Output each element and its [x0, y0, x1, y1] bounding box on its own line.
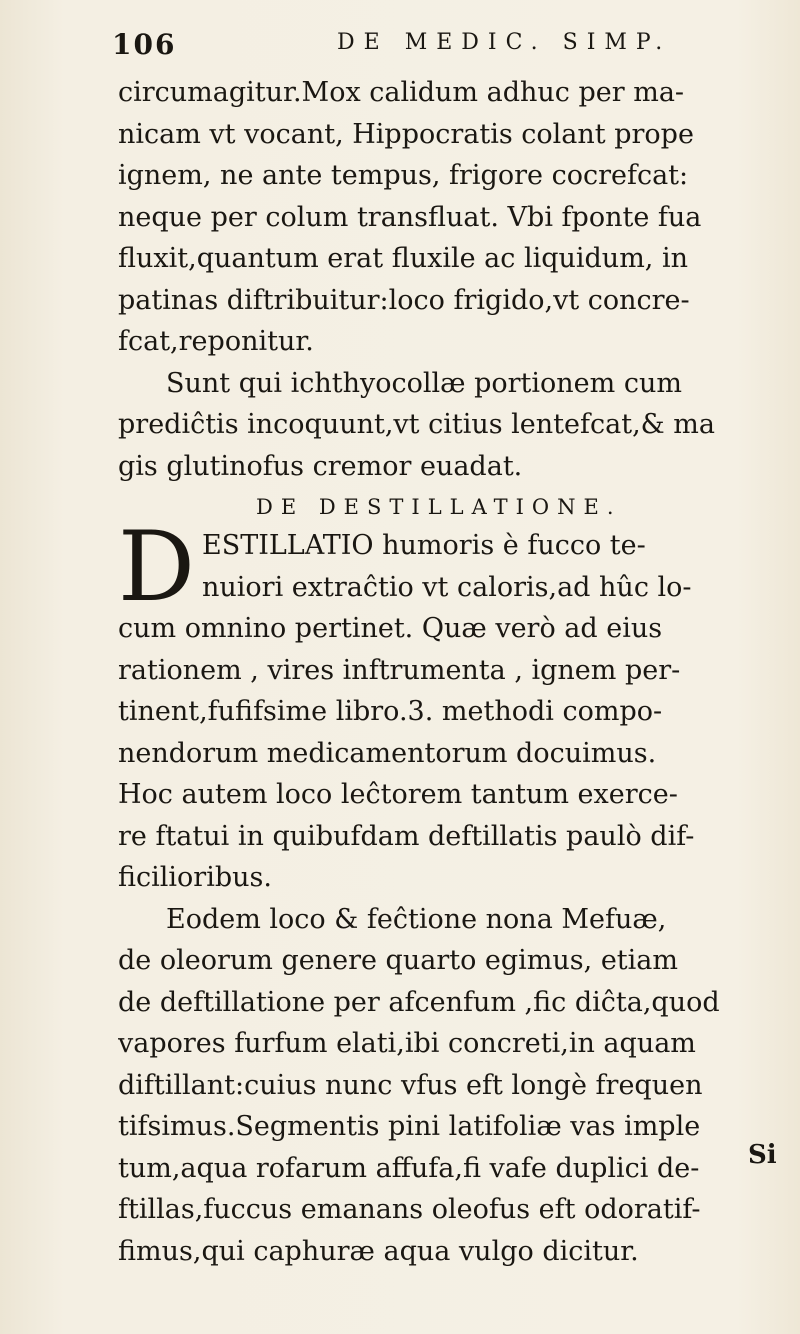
text-line: Eodem loco & feĉtione nona Mefuæ,: [166, 903, 667, 935]
text-line: nuiori extraĉtio vt caloris,ad hûc lo-: [202, 571, 692, 603]
text-line: de oleorum genere quarto egimus, etiam: [118, 945, 678, 976]
text-line: cum omnino pertinet. Quæ verò ad eius: [118, 613, 663, 644]
catchword: Si: [748, 1140, 777, 1170]
page-header: [112, 28, 732, 68]
paragraph-4: [118, 899, 758, 1273]
text-line: tum,aqua rofarum affufa,fi vafe duplici de-: [118, 1152, 700, 1184]
text-line: nendorum medicamentorum docuimus.: [118, 737, 657, 769]
dropcap-block: [118, 511, 758, 623]
text-line: vapores furfum elati,ibi concreti,in aquam: [118, 1028, 696, 1059]
text-line: re ftatui in quibufdam deftillatis paulò dif-: [118, 820, 695, 852]
text-line: circumagitur.Mox calidum adhuc per ma-: [118, 77, 685, 108]
text-line: ficilioribus.: [118, 862, 272, 893]
text-line: rationem , vires inftrumenta , ignem per-: [118, 654, 681, 686]
text-line: nicam vt vocant, Hippocratis colant prope: [118, 118, 694, 150]
drop-cap-letter: D: [118, 511, 195, 623]
paragraph-3: [118, 608, 758, 899]
body-text: [118, 72, 758, 1272]
text-line: gis glutinofus cremor euadat.: [118, 450, 523, 482]
text-line: de deftillatione per afcenfum ,fic diĉta,quod: [118, 986, 720, 1018]
text-line: patinas diftribuitur:loco frigido,vt concre-: [118, 284, 690, 316]
text-line: Sunt qui ichthyocollæ portionem cum: [166, 367, 682, 399]
running-title: DE MEDIC. SIMP.: [337, 30, 672, 55]
text-line: Hoc autem loco leĉtorem tantum exerce-: [118, 779, 678, 810]
section-title: DE DESTILLATIONE.: [256, 495, 622, 519]
paragraph-2: [118, 363, 758, 488]
text-line: tinent,fufifsime libro.3. methodi compo-: [118, 696, 663, 727]
text-line: fcat,reponitur.: [118, 326, 314, 357]
text-line: fluxit,quantum erat fluxile ac liquidum, in: [118, 243, 688, 274]
paragraph-1: [118, 72, 758, 363]
text-line: diftillant:cuius nunc vfus eft longè frequen: [118, 1069, 703, 1101]
text-line: ESTILLATIO humoris è fucco te-: [202, 530, 646, 561]
text-line: fimus,qui caphuræ aqua vulgo dicitur.: [118, 1235, 639, 1267]
text-line: ignem, ne ante tempus, frigore cocrefcat:: [118, 160, 689, 191]
text-line: ftillas,fuccus emanans oleofus eft odoratif-: [118, 1194, 701, 1225]
text-line: neque per colum transfluat. Vbi fponte fua: [118, 201, 702, 233]
page-number: 106: [112, 28, 177, 61]
text-line: prediĉtis incoquunt,vt citius lentefcat,& ma: [118, 409, 715, 440]
text-line: tifsimus.Segmentis pini latifoliæ vas imple: [118, 1111, 701, 1142]
